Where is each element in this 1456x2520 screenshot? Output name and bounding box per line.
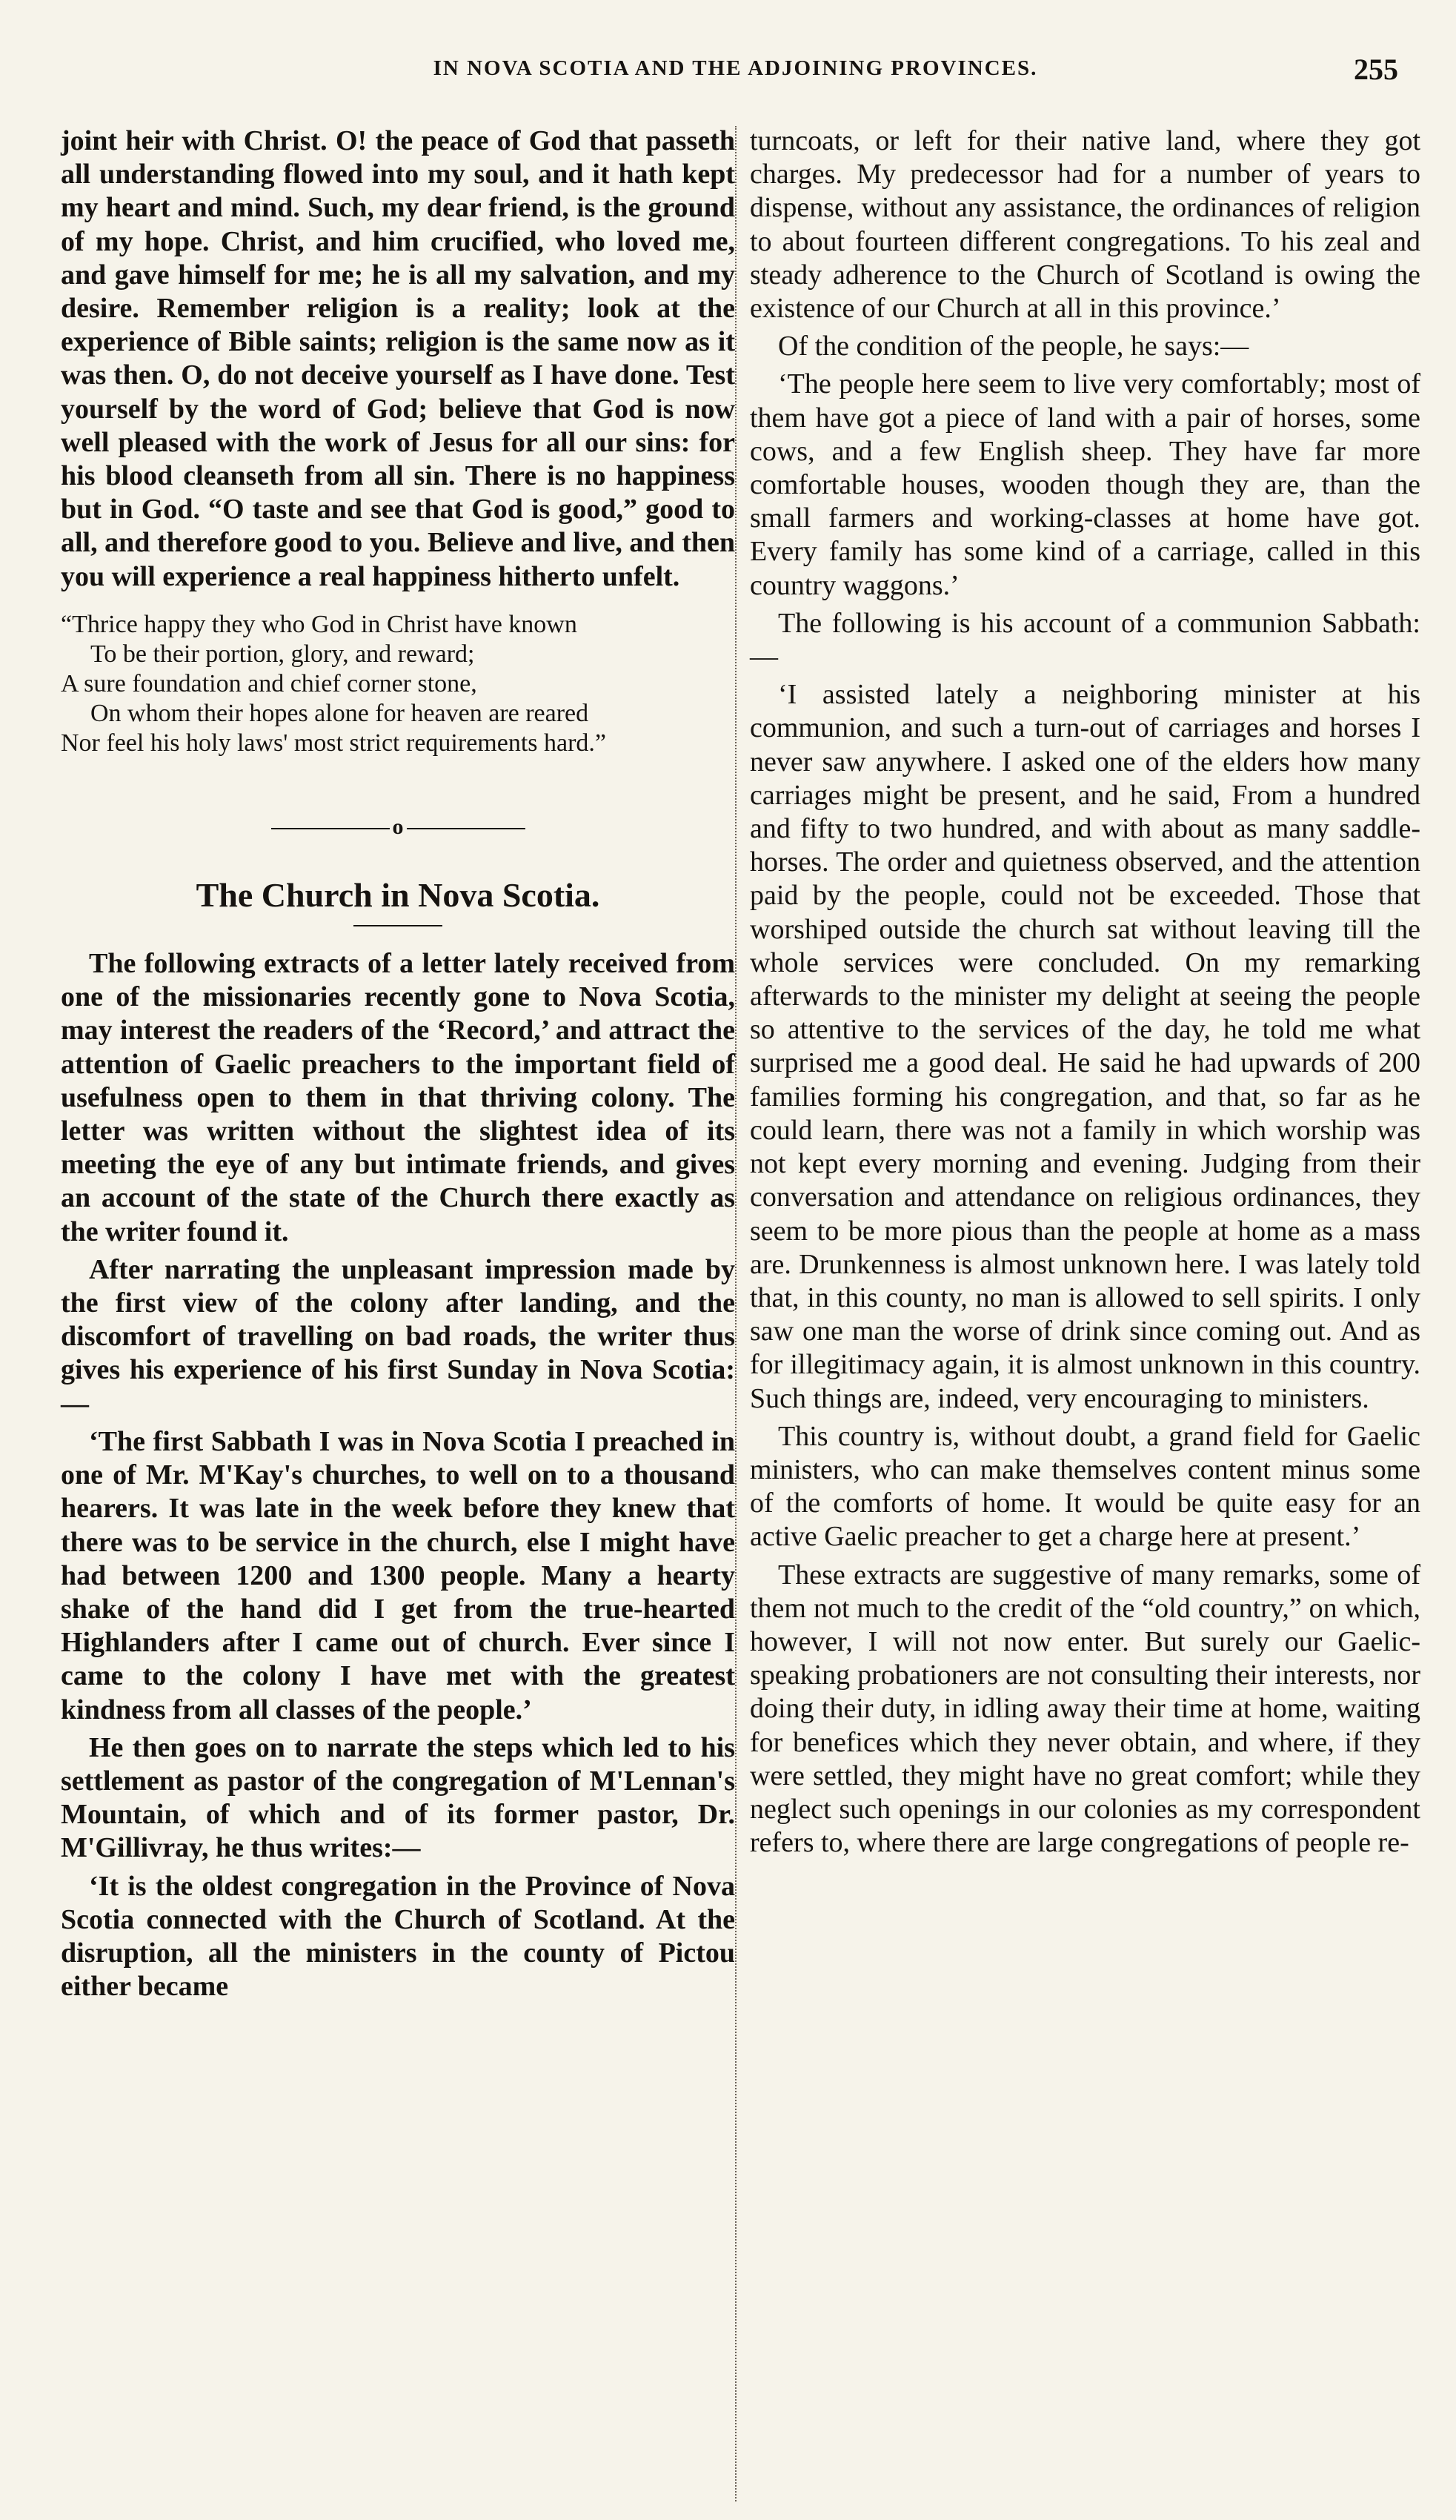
opening-paragraph: joint heir with Christ. O! the peace of God that passeth all understanding flowed into my soul, and it hath kept my heart and mind. Such, my dear friend, is the ground of my hope. Christ, and him crucified, who loved me, and gave himself for me; he is all my salvation, and my desire. Remember religion is a reality; look at the experience of Bible saints; religion is the same now as it was then. O, do not deceive yourself as I have done. Test yourself by the word of God; believe that God is now well pleased with the work of Jesus for all our sins: for his blood cleanseth from all sin. There is no happiness but in God. “O taste and see that God is good,” good to all, and therefore good to you. Believe and live, and then you will experience a real happiness hitherto unfelt. bbox=[61, 125, 735, 592]
article-paragraph: The following extracts of a letter lately received from one of the missionaries recently gone to Nova Scotia, may interest the readers of the ‘Record,’ and attract the attention of Gaelic preachers to the important field of usefulness open to them in that thriving colony. The letter was written without the slightest idea of its meeting the eye of any but intimate friends, and gives an account of the state of the Church there exactly as the writer found it. bbox=[61, 948, 735, 1247]
page-number: 255 bbox=[1354, 53, 1398, 86]
article-paragraph: Of the condition of the people, he says:— bbox=[778, 331, 1249, 362]
article-paragraph: ‘It is the oldest congregation in the Province of Nova Scotia connected with the Church of Scotland. At the disruption, all the ministers in the county of Pictou either became bbox=[61, 1870, 735, 2003]
article-paragraph: ‘The people here seem to live very comfortably; most of them have got a piece of land with a pair of horses, some cows, and a few English sheep. They have far more comfortable houses, wooden though they are, than the small farmers and working-classes at home have got. Every family has some kind of a carriage, called in this country waggons.’ bbox=[750, 368, 1420, 601]
article-paragraph: These extracts are suggestive of many remarks, some of them not much to the credit of the “old country,” on which, however, I will not now enter. But surely our Gaelic-speaking probationers are not consulting their interests, nor doing their duty, in idling away their time at home, waiting for benefices which they never obtain, and where, if they were settled, they might have no great comfort; while they neglect such openings in our colonies as my correspondent refers to, where there are large congregations of people re- bbox=[750, 1559, 1420, 1859]
running-title: IN NOVA SCOTIA AND THE ADJOINING PROVINCES. bbox=[433, 56, 1038, 80]
article-paragraph: This country is, without doubt, a grand field for Gaelic ministers, who can make themselves content minus some of the comforts of home. It would be quite easy for an active Gaelic preacher to get a charge here at present.’ bbox=[750, 1420, 1420, 1553]
column-divider bbox=[735, 126, 737, 2501]
poem-line: To be their portion, glory, and reward; bbox=[90, 640, 475, 668]
right-column bbox=[750, 125, 1420, 1860]
article-paragraph: ‘The first Sabbath I was in Nova Scotia I preached in one of Mr. M'Kay's churches, to well on to a thousand hearers. It was late in the week before they knew that there was to be service in the church, else I might have had between 1200 and 1300 people. Many a hearty shake of the hand did I get from the true-hearted Highlanders after I came out of church. Ever since I came to the colony I have met with the greatest kindness from all classes of the people.’ bbox=[61, 1425, 735, 1725]
article-paragraph: He then goes on to narrate the steps which led to his settlement as pastor of the congregation of M'Lennan's Mountain, of which and of its former pastor, Dr. M'Gillivray, he thus writes:— bbox=[61, 1731, 735, 1864]
section-divider bbox=[61, 810, 735, 843]
article-paragraph: After narrating the unpleasant impression made by the first view of the colony after landing, and the discomfort of travelling on bad roads, the writer thus gives his experience of his first Sunday in Nova Scotia:— bbox=[61, 1253, 735, 1419]
section-heading: The Church in Nova Scotia. bbox=[196, 876, 600, 915]
running-head bbox=[59, 46, 1412, 90]
left-column bbox=[61, 125, 735, 2003]
article-paragraph: turncoats, or left for their native land, where they got charges. My predecessor had for a number of years to dispense, without any assistance, the ordinances of religion to about fourteen different congregations. To his zeal and steady adherence to the Church of Scotland is owing the existence of our Church at all in this province.’ bbox=[750, 125, 1420, 325]
poem-line: “Thrice happy they who God in Christ have known bbox=[61, 610, 577, 638]
article-paragraph: ‘I assisted lately a neighboring minister at his communion, and such a turn-out of carriages and horses I never saw anywhere. I asked one of the elders how many carriages might be present, and he said, From a hundred and fifty to two hundred, and with about as many saddle-horses. The order and quietness observed, and the attention paid by the people, could not be exceeded. Those that worshiped outside the church sat without leaving till the whole services were concluded. On my remarking afterwards to the minister my delight at seeing the people so attentive to the services of the day, he told me what surprised me a good deal. He said he had upwards of 200 families forming his congregation, and that, so far as he could learn, there was not a family in which worship was not kept every morning and evening. Judging from their conversation and attendance on religious ordinances, they seem to be more pious than the people at home as a mass are. Drunkenness is almost unknown here. I was lately told that, in this county, no man is allowed to sell spirits. I only saw one man the worse of drink since coming out. And as for illegitimacy again, it is almost unknown in this country. Such things are, indeed, very encouraging to ministers. bbox=[750, 679, 1420, 1414]
divider-ornament: o bbox=[392, 814, 404, 839]
heading-rule bbox=[353, 925, 442, 926]
poem-quote bbox=[61, 610, 735, 758]
poem-line: A sure foundation and chief corner stone, bbox=[61, 669, 477, 697]
article-paragraph: The following is his account of a communion Sabbath:— bbox=[750, 607, 1420, 673]
poem-line: Nor feel his holy laws' most strict requirements hard.” bbox=[61, 729, 606, 757]
poem-line: On whom their hopes alone for heaven are reared bbox=[90, 699, 589, 727]
